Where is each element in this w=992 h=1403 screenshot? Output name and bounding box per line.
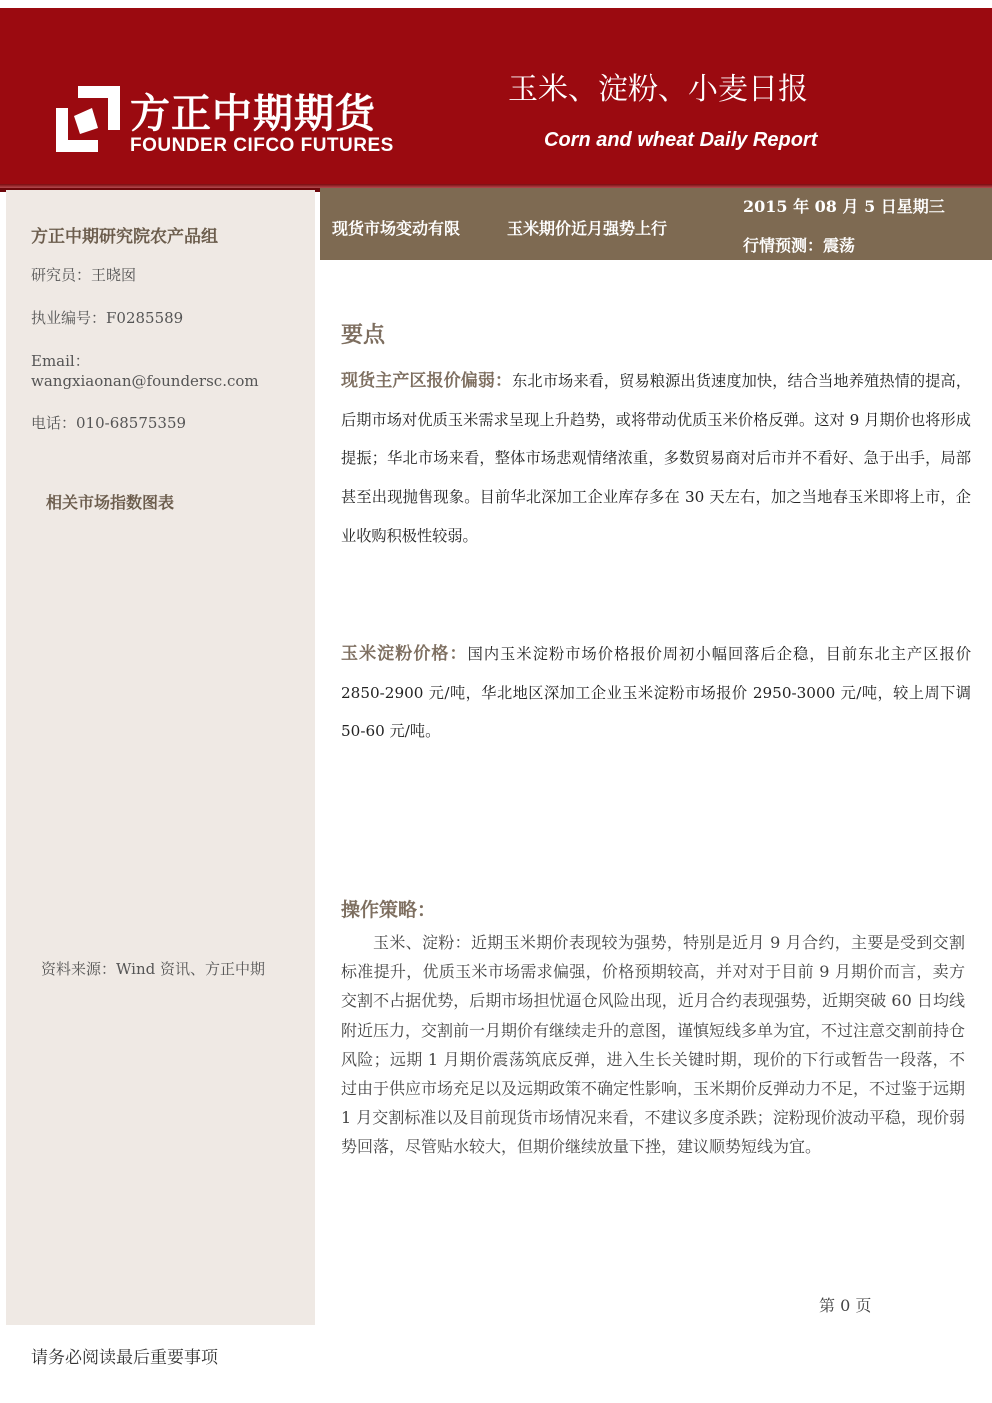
paragraph-body: 国内玉米淀粉市场价格报价周初小幅回落后企稳，目前东北主产区报价 2850-2900 元/吨，华北地区深加工企业玉米淀粉市场报价 2950-3000 元/吨，较上周下调 50-60 元/吨。 [341,645,972,741]
company-name-en: FOUNDER CIFCO FUTURES [130,135,394,156]
report-date: 2015 年 08 月 5 日星期三 [743,197,945,216]
email-address: wangxiaonan@foundersc.com [31,372,259,390]
paragraph-body: 东北市场来看，贸易粮源出货速度加快，结合当地养殖热情的提高，后期市场对优质玉米需求呈现上升趋势，或将带动优质玉米价格反弹。这对 9 月期价也将形成提振；华北市场来看，整体市场悲观情绪浓重，多数贸易商对后市并不看好、急于出手，局部甚至出现抛售现象。目前华北深加工企业库存多在 30 天左右，加之当地春玉米即将上市，企业收购积极性较弱。 [341,372,972,545]
headline-spot: 现货市场变动有限 [332,219,461,238]
index-charts-heading: 相关市场指数图表 [46,493,175,512]
section-title-key-points: 要点 [341,323,386,348]
report-header [0,8,992,192]
email-label: Email： [31,352,90,370]
company-name-cn: 方正中期期货 [130,91,376,137]
page-number: 第 0 页 [819,1296,872,1315]
researcher: 研究员：王晓囡 [31,266,137,284]
phone: 电话：010-68575359 [31,414,187,432]
forecast [743,233,855,256]
report-title-cn: 玉米、淀粉、小麦日报 [508,72,808,107]
paragraph-spot-market [341,362,971,556]
paragraph-lead: 现货主产区报价偏弱： [341,371,513,391]
strategy-paragraph: 玉米、淀粉：近期玉米期价表现较为强势，特别是近月 9 月合约，主要是受到交割标准提升，优质玉米市场需求偏强，价格预期较高，并对对于目前 9 月期价而言，卖方交割不占据优势，后期市场担忧逼仓风险出现，近月合约表现强势，近期突破 60 日均线附近压力，交割前一月期价有继续走升的意图，谨慎短线多单为宜，不过注意交割前持仓风险；远期 1 月期价震荡筑底反弹，进入生长关键时期，现价的下行或暂告一段落，不过由于供应市场充足以及远期政策不确定性影响，玉米期价反弹动力不足，不过鉴于远期 1 月交割标准以及目前现货市场情况来看，不建议多度杀跌；淀粉现价波动平稳，现价弱势回落，尽管贴水较大，但期价继续放量下挫，建议顺势短线为宜。 [341,933,966,1157]
license-number: 执业编号：F0285589 [31,309,184,327]
paragraph-lead: 玉米淀粉价格： [341,644,468,664]
headline-futures: 玉米期价近月强势上行 [507,219,668,238]
data-source: 资料来源：Wind 资讯、方正中期 [41,960,265,978]
founder-logo-icon [56,86,120,152]
research-group: 方正中期研究院农产品组 [31,227,218,247]
section-title-strategy: 操作策略： [341,899,437,921]
forecast-label: 行情预测： [743,236,824,255]
forecast-value: 震荡 [823,236,856,255]
footer-disclaimer: 请务必阅读最后重要事项 [31,1348,218,1368]
report-title-en: Corn and wheat Daily Report [544,129,818,151]
paragraph-starch-price [341,635,971,751]
